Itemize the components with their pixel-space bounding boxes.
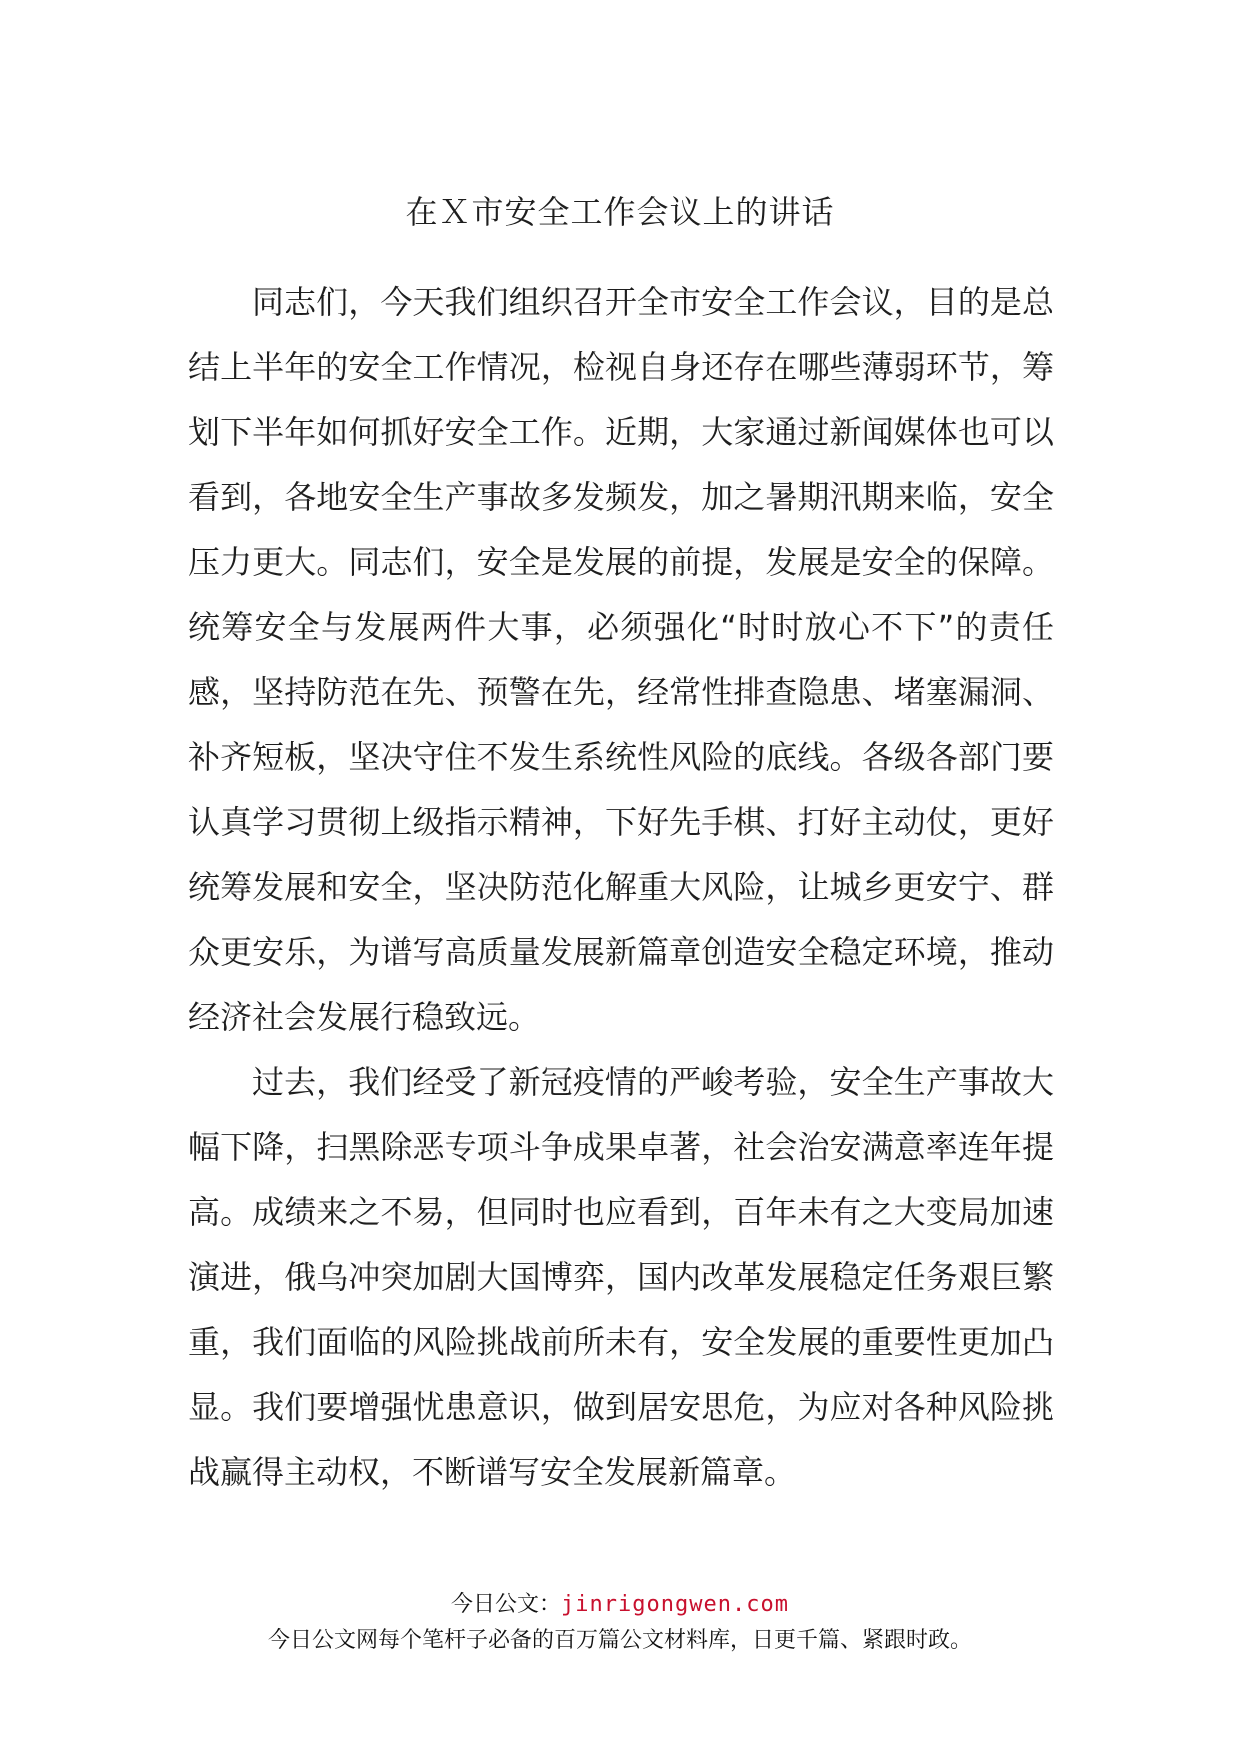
document-body (188, 270, 1054, 1505)
footer-url-link[interactable]: jinrigongwen.com (561, 1592, 789, 1617)
paragraph-1: 同志们，今天我们组织召开全市安全工作会议，目的是总结上半年的安全工作情况，检视自身还存在哪些薄弱环节，筹划下半年如何抓好安全工作。近期，大家通过新闻媒体也可以看到，各地安全生产事故多发频发，加之暑期汛期来临，安全压力更大。同志们，安全是发展的前提，发展是安全的保障。统筹安全与发展两件大事，必须强化“时时放心不下”的责任感，坚持防范在先、预警在先，经常性排查隐患、堵塞漏洞、补齐短板，坚决守住不发生系统性风险的底线。各级各部门要认真学习贯彻上级指示精神，下好先手棋、打好主动仗，更好统筹发展和安全，坚决防范化解重大风险，让城乡更安宁、群众更安乐，为谱写高质量发展新篇章创造安全稳定环境，推动经济社会发展行稳致远。 (188, 283, 1054, 1036)
footer-site-line (0, 1590, 1240, 1620)
footer-label: 今日公文： (451, 1592, 562, 1617)
document-title: 在Ｘ市安全工作会议上的讲话 (405, 193, 835, 231)
paragraph-2: 过去，我们经受了新冠疫情的严峻考验，安全生产事故大幅下降，扫黑除恶专项斗争成果卓著，社会治安满意率连年提高。成绩来之不易，但同时也应看到，百年未有之大变局加速演进，俄乌冲突加剧大国博弈，国内改革发展稳定任务艰巨繁重，我们面临的风险挑战前所未有，安全发展的重要性更加凸显。我们要增强忧患意识，做到居安思危，为应对各种风险挑战赢得主动权，不断谱写安全发展新篇章。 (188, 1063, 1054, 1491)
footer-slogan: 今日公文网每个笔杆子必备的百万篇公文材料库，日更千篇、紧跟时政。 (267, 1628, 972, 1653)
